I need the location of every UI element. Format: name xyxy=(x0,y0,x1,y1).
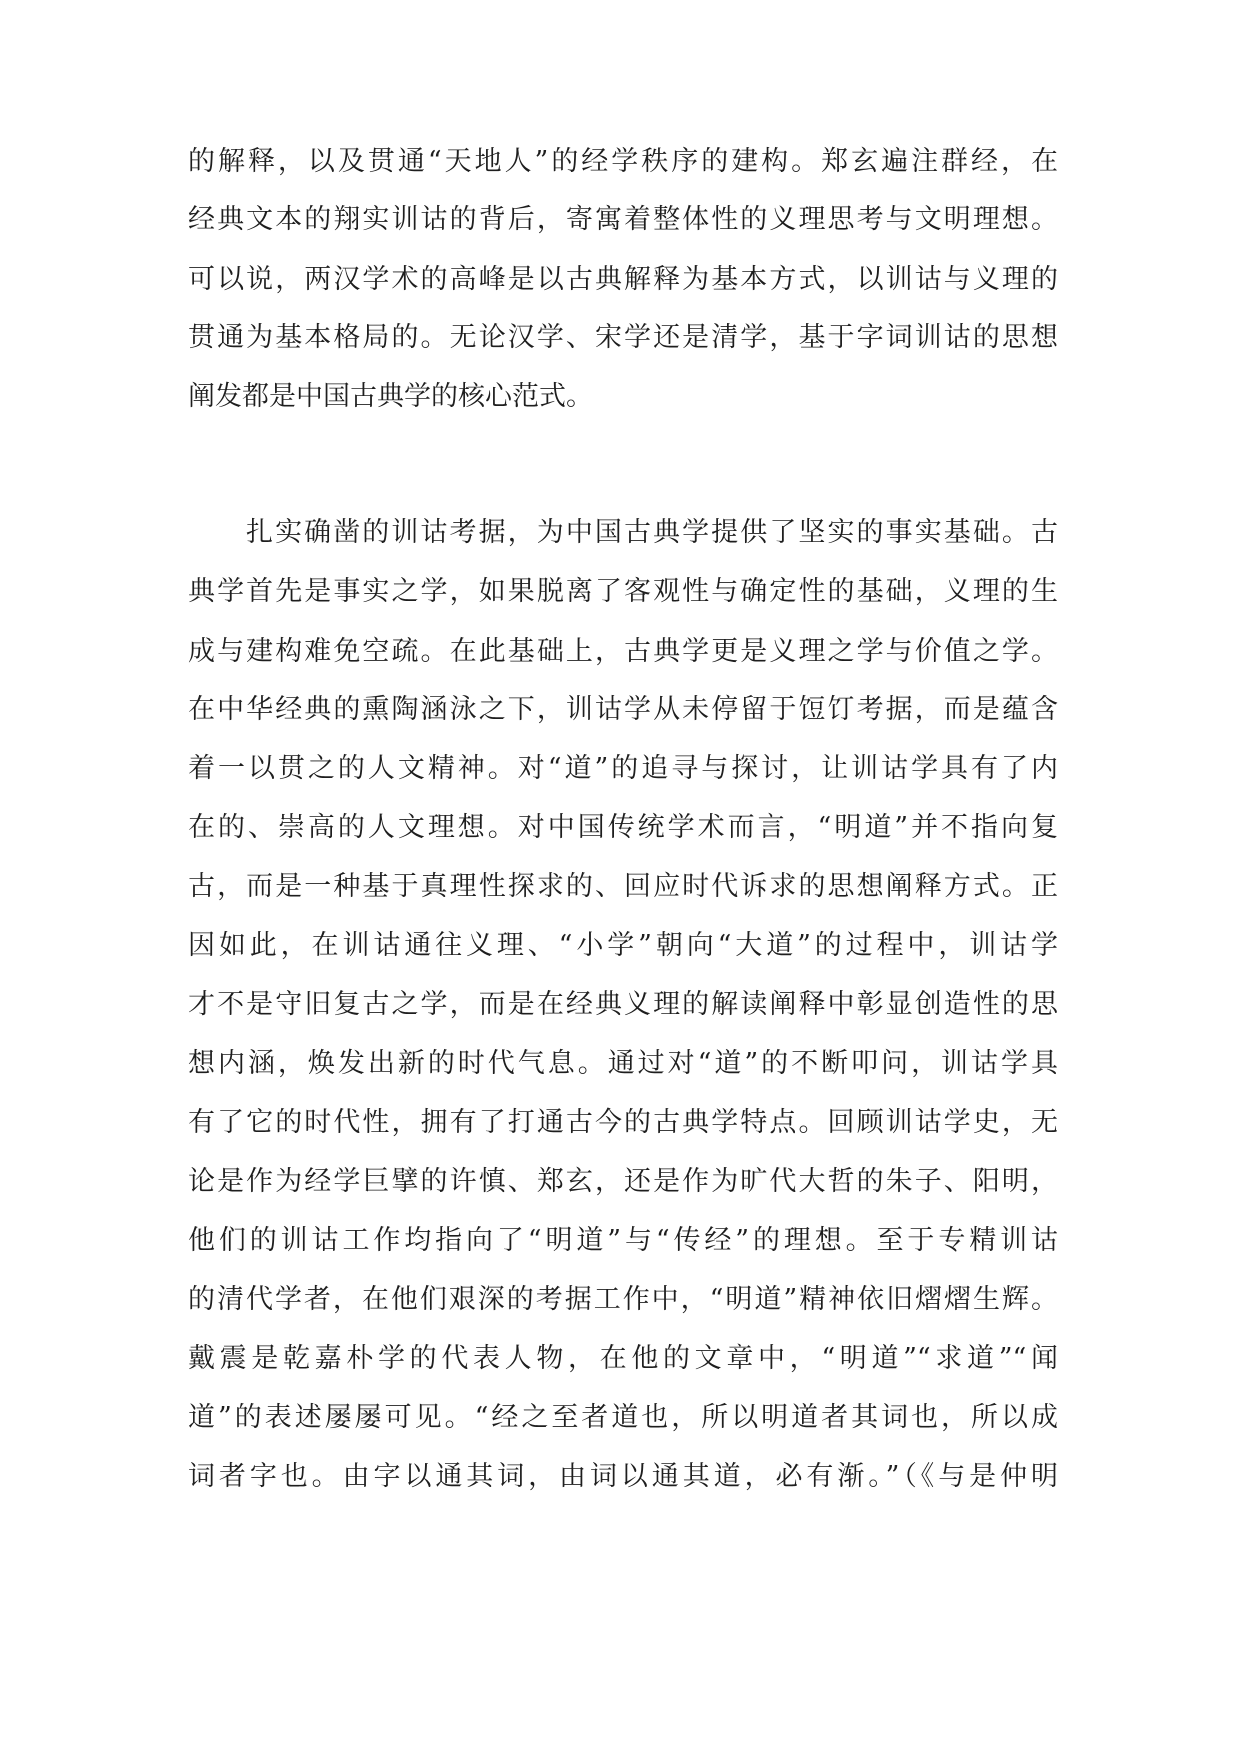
paragraph-2-line-11: 有了它的时代性，拥有了打通古今的古典学特点。回顾训诂学史，无 xyxy=(188,1107,1058,1138)
paragraph-2-line-15: 戴震是乾嘉朴学的代表人物，在他的文章中，“明道”“求道”“闻 xyxy=(188,1343,1058,1374)
paragraph-2-line-6: 在的、崇高的人文理想。对中国传统学术而言，“明道”并不指向复 xyxy=(188,812,1058,843)
paragraph-2-line-8: 因如此，在训诂通往义理、“小学”朝向“大道”的过程中，训诂学 xyxy=(188,930,1058,961)
paragraph-2-line-9: 才不是守旧复古之学，而是在经典义理的解读阐释中彰显创造性的思 xyxy=(188,989,1058,1020)
paragraph-2-line-16: 道”的表述屡屡可见。“经之至者道也，所以明道者其词也，所以成 xyxy=(188,1402,1058,1433)
paragraph-1-line-1: 的解释，以及贯通“天地人”的经学秩序的建构。郑玄遍注群经，在 xyxy=(188,146,1058,177)
paragraph-2-line-5: 着一以贯之的人文精神。对“道”的追寻与探讨，让训诂学具有了内 xyxy=(188,753,1058,784)
paragraph-2-line-4: 在中华经典的熏陶涵泳之下，训诂学从未停留于饾饤考据，而是蕴含 xyxy=(188,694,1058,725)
paragraph-2-line-3: 成与建构难免空疏。在此基础上，古典学更是义理之学与价值之学。 xyxy=(188,636,1058,667)
paragraph-2-line-17: 词者字也。由字以通其词，由词以通其道，必有渐。”（《与是仲明 xyxy=(188,1461,1058,1492)
paragraph-1-line-5: 阐发都是中国古典学的核心范式。 xyxy=(188,381,593,412)
paragraph-2-line-2: 典学首先是事实之学，如果脱离了客观性与确定性的基础，义理的生 xyxy=(188,576,1058,607)
paragraph-2-line-13: 他们的训诂工作均指向了“明道”与“传经”的理想。至于专精训诂 xyxy=(188,1225,1058,1256)
paragraph-2-line-14: 的清代学者，在他们艰深的考据工作中，“明道”精神依旧熠熠生辉。 xyxy=(188,1284,1058,1315)
paragraph-1-line-3: 可以说，两汉学术的高峰是以古典解释为基本方式，以训诂与义理的 xyxy=(188,264,1058,295)
paragraph-2-line-1: 扎实确凿的训诂考据，为中国古典学提供了坚实的事实基础。古 xyxy=(246,517,1058,548)
paragraph-2-line-7: 古，而是一种基于真理性探求的、回应时代诉求的思想阐释方式。正 xyxy=(188,871,1058,902)
paragraph-2-line-10: 想内涵，焕发出新的时代气息。通过对“道”的不断叩问，训诂学具 xyxy=(188,1048,1058,1079)
paragraph-1-line-2: 经典文本的翔实训诂的背后，寄寓着整体性的义理思考与文明理想。 xyxy=(188,204,1058,235)
paragraph-1-line-4: 贯通为基本格局的。无论汉学、宋学还是清学，基于字词训诂的思想 xyxy=(188,322,1058,353)
paragraph-2-line-12: 论是作为经学巨擘的许慎、郑玄，还是作为旷代大哲的朱子、阳明， xyxy=(188,1166,1058,1197)
